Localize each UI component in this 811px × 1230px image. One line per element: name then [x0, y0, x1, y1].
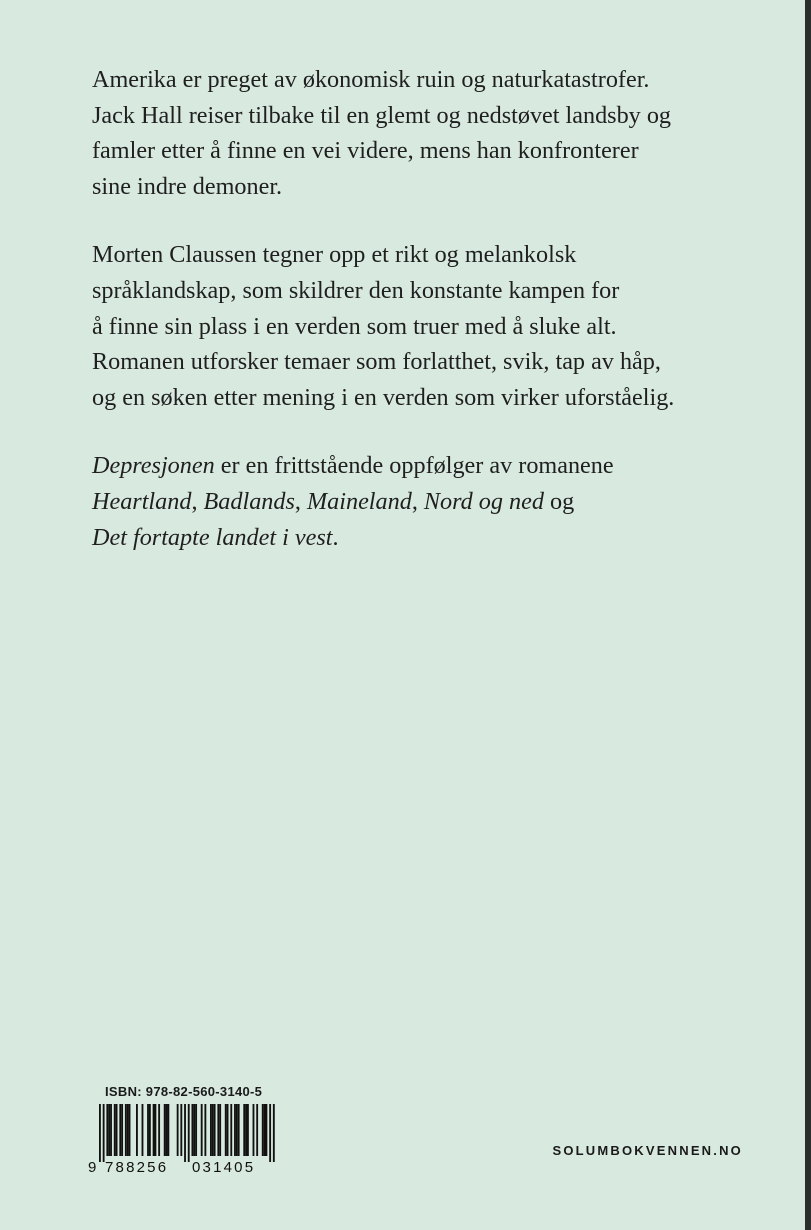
- barcode-bar: [247, 1104, 249, 1156]
- barcode-bar: [147, 1104, 149, 1156]
- barcode-bar: [155, 1104, 157, 1156]
- paragraph-2: [92, 237, 772, 415]
- barcode-bar: [264, 1104, 266, 1156]
- barcode-bar: [236, 1104, 238, 1156]
- barcode-bar: [238, 1104, 240, 1156]
- barcode-bar: [273, 1104, 275, 1162]
- book-title: Badlands: [203, 487, 295, 515]
- barcode-bar: [180, 1104, 182, 1156]
- barcode-bar: [188, 1104, 190, 1162]
- text-line: språklandskap, som skildrer den konstante kampen for: [92, 276, 620, 304]
- text-line: Morten Claussen tegner opp et rikt og melankolsk: [92, 241, 577, 269]
- barcode-digits-left: 788256: [105, 1159, 169, 1174]
- barcode-bar: [269, 1104, 271, 1162]
- barcode-bar: [234, 1104, 236, 1156]
- barcode-bar: [121, 1104, 123, 1156]
- text-fragment: .: [332, 523, 339, 551]
- text-line: Romanen utforsker temaer som forlatthet, svik, tap av håp,: [92, 348, 661, 376]
- text-line: [92, 448, 772, 484]
- text-line: famler etter å finne en vei videre, mens han konfronterer: [92, 137, 639, 165]
- spine-edge: [805, 0, 811, 1230]
- separator: ,: [294, 487, 308, 515]
- barcode-bar: [99, 1104, 101, 1162]
- barcode-bar: [129, 1104, 131, 1156]
- text-line: [92, 520, 772, 556]
- barcode-bar: [116, 1104, 118, 1156]
- barcode-bar: [245, 1104, 247, 1156]
- barcode-bar: [210, 1104, 212, 1156]
- barcode-bar: [243, 1104, 245, 1156]
- barcode-bar: [127, 1104, 129, 1156]
- publisher-website: SOLUMBOKVENNEN.NO: [552, 1143, 743, 1158]
- barcode-bar: [103, 1104, 105, 1162]
- paragraph-3: [92, 448, 772, 555]
- barcode-bar: [119, 1104, 121, 1156]
- barcode-bar: [214, 1104, 216, 1156]
- barcode-bar: [212, 1104, 214, 1156]
- barcode-bar: [256, 1104, 258, 1156]
- barcode-bar: [184, 1104, 186, 1162]
- book-title: Maineland: [307, 487, 412, 515]
- barcode-bar: [142, 1104, 144, 1156]
- barcode-bar: [230, 1104, 232, 1156]
- barcode-bar: [167, 1104, 169, 1156]
- barcode-bar: [204, 1104, 206, 1156]
- isbn-label: ISBN: 978-82-560-3140-5: [105, 1084, 263, 1099]
- barcode-graphic: [87, 1104, 283, 1174]
- barcode-bar: [153, 1104, 155, 1156]
- barcode-bar: [193, 1104, 195, 1156]
- barcode-bar: [262, 1104, 264, 1156]
- separator: ,: [411, 487, 424, 515]
- barcode-bar: [253, 1104, 255, 1156]
- barcode-bar: [227, 1104, 229, 1156]
- text-line: sine indre demoner.: [92, 172, 283, 200]
- book-title: Nord og ned: [423, 487, 544, 515]
- barcode-bar: [106, 1104, 108, 1156]
- barcode-bar: [195, 1104, 197, 1156]
- barcode-digits-right: 031405: [192, 1159, 256, 1174]
- text-line: og en søken etter mening i en verden som virker uforståelig.: [92, 383, 675, 411]
- barcode-bar: [114, 1104, 116, 1156]
- paragraph-1: [92, 62, 772, 204]
- separator: ,: [191, 487, 204, 515]
- barcode-bar: [225, 1104, 227, 1156]
- barcode-bar: [164, 1104, 166, 1156]
- barcode: [87, 1104, 283, 1174]
- barcode-bar: [266, 1104, 268, 1156]
- text-fragment: er en frittstående oppfølger av romanene: [214, 452, 614, 480]
- barcode-bar: [125, 1104, 127, 1156]
- barcode-bar: [110, 1104, 112, 1156]
- text-line: Jack Hall reiser tilbake til en glemt og nedstøvet landsby og: [92, 101, 672, 129]
- barcode-digit-first: 9: [88, 1159, 97, 1174]
- text-line: Amerika er preget av økonomisk ruin og naturkatastrofer.: [92, 66, 650, 93]
- book-title: Det fortapte landet i vest: [92, 523, 333, 551]
- barcode-bar: [217, 1104, 219, 1156]
- text-line: å finne sin plass i en verden som truer med å sluke alt.: [92, 312, 617, 340]
- book-title: Depresjonen: [92, 452, 215, 480]
- barcode-bar: [219, 1104, 221, 1156]
- text-line: [92, 484, 772, 520]
- barcode-bar: [149, 1104, 151, 1156]
- barcode-bar: [177, 1104, 179, 1156]
- back-cover-text: [92, 62, 772, 588]
- barcode-bar: [166, 1104, 168, 1156]
- barcode-bar: [158, 1104, 160, 1156]
- barcode-bar: [201, 1104, 203, 1156]
- text-fragment: og: [543, 487, 575, 515]
- barcode-bar: [136, 1104, 138, 1156]
- barcode-bar: [108, 1104, 110, 1156]
- barcode-bar: [192, 1104, 194, 1156]
- book-title: Heartland: [92, 487, 192, 515]
